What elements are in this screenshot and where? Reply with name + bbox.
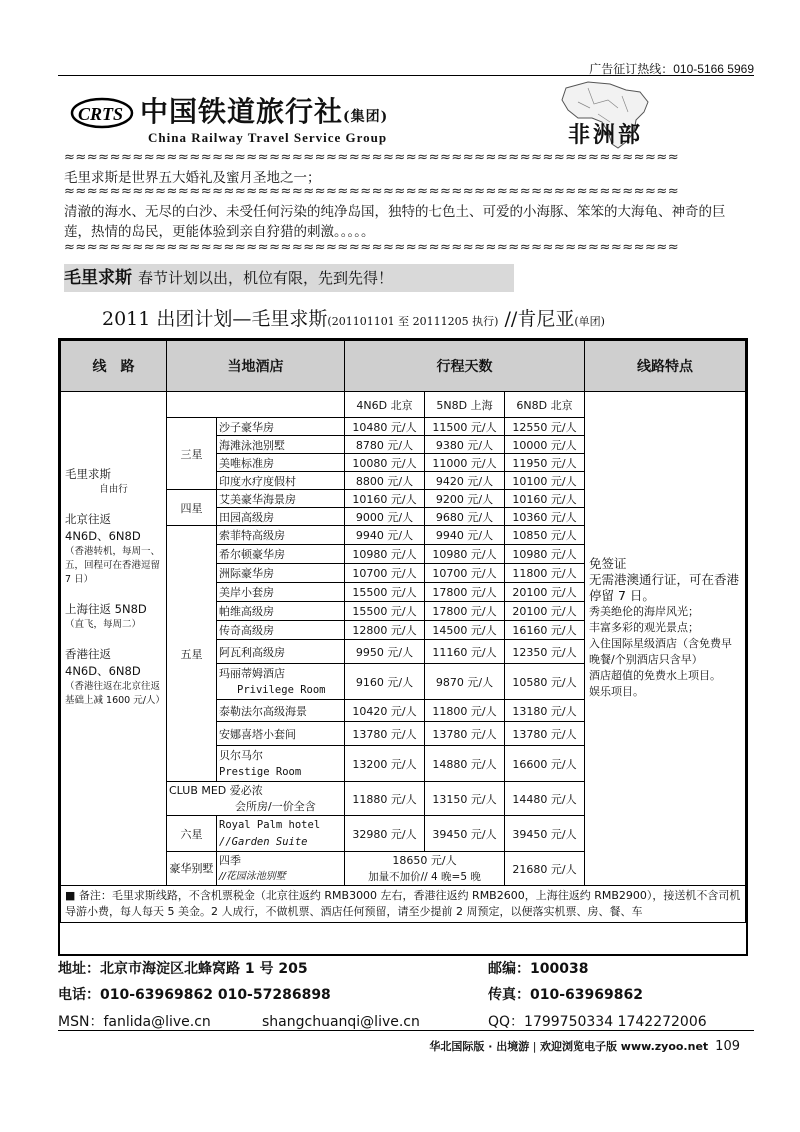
feature-cell: 免签证 无需港澳通行证，可在香港停留 7 日。 秀美绝伦的海岸风光； 丰富多彩的观光景点； 入住国际星级酒店（含免费早晚餐/个别酒店只含早） 酒店超值的免费水上项目。 娱乐项目。 [585,392,746,886]
contact-address: 地址：北京市海淀区北蜂窝路 1 号 205 邮编：100038 [58,961,589,977]
table-row: 六星 Royal Palm hotel //Garden Suite 32980 元/人 39450 元/人 39450 元/人 [61,816,746,852]
table-row: CLUB MED 爱必浓 会所房/一价全含 11880 元/人 13150 元/人 14480 元/人 [61,782,746,816]
table-row: 海滩泳池别墅 8780 元/人 9380 元/人 10000 元/人 [61,436,746,454]
star-group: 六星 [167,816,217,852]
page-title: 2011 出团计划—毛里求斯(201101101 至 20111205 执行) //肯尼亚(单团) [102,308,605,330]
header-feature: 线路特点 [585,341,746,392]
table-row: 玛丽蒂姆酒店 Privilege Room 9160 元/人 9870 元/人 10580 元/人 [61,664,746,700]
table-row: 阿瓦利高级房 9950 元/人 11160 元/人 12350 元/人 [61,640,746,664]
contact-msn: MSN：fanlida@live.cn shangchuanqi@live.cn QQ：1799750334 1742272006 [58,1014,707,1030]
bottom-divider [58,1030,754,1031]
intro-line: 毛里求斯是世界五大婚礼及蜜月圣地之一； [64,170,321,186]
logo-chinese: 中国铁道旅行社(集团) [140,95,389,128]
slogan-banner: 毛里求斯 春节计划以出，机位有限，先到先得！ [64,264,514,292]
table-row: 传奇高级房 12800 元/人 14500 元/人 16160 元/人 [61,621,746,640]
star-group: 豪华别墅 [167,852,217,886]
table-row: 美唯标准房 10080 元/人 11000 元/人 11950 元/人 [61,454,746,472]
table-row: 豪华别墅 四季 //花园泳池别墅 18650 元/人 加量不加价// 4 晚=5 晚 21680 元/人 [61,852,746,886]
days-col: 5N8D 上海 [425,392,505,418]
ad-hotline: 广告征订热线：010-5166 5969 [589,62,754,76]
header-hotel: 当地酒店 [167,341,345,392]
star-group: 三星 [167,418,217,490]
crts-logo-icon [70,95,134,131]
table-row: 泰勒法尔高级海景 10420 元/人 11800 元/人 13180 元/人 [61,700,746,722]
table-row: 贝尔马尔 Prestige Room 13200 元/人 14880 元/人 16600 元/人 [61,746,746,782]
table-row: 安娜喜塔小套间 13780 元/人 13780 元/人 13780 元/人 [61,722,746,746]
wave-divider: ≈≈≈≈≈≈≈≈≈≈≈≈≈≈≈≈≈≈≈≈≈≈≈≈≈≈≈≈≈≈≈≈≈≈≈≈≈≈≈≈≈≈≈≈≈≈≈≈≈≈≈≈≈≈ [64,184,680,199]
table-note: ■ 备注：毛里求斯线路，不含机票税金（北京往返约 RMB3000 左右，香港往返约 RMB2600，上海往返约 RMB2900），接送机不含司机导游小费，每人每天 5 美金。2 人成行，不做机票、酒店任何预留，请至少提前 2 周预定，以便落实机票、房、餐、车 [61,886,746,923]
table-row: 五星 索菲特高级房 9940 元/人 9940 元/人 10850 元/人 [61,526,746,545]
wave-divider: ≈≈≈≈≈≈≈≈≈≈≈≈≈≈≈≈≈≈≈≈≈≈≈≈≈≈≈≈≈≈≈≈≈≈≈≈≈≈≈≈≈≈≈≈≈≈≈≈≈≈≈≈≈≈ [64,240,680,255]
logo-english: China Railway Travel Service Group [148,130,388,145]
table-row: 洲际豪华房 10700 元/人 10700 元/人 11800 元/人 [61,564,746,583]
header-days: 行程天数 [345,341,585,392]
table-row: 田园高级房 9000 元/人 9680 元/人 10360 元/人 [61,508,746,526]
table-row: 希尔顿豪华房 10980 元/人 10980 元/人 10980 元/人 [61,545,746,564]
star-group: 四星 [167,490,217,526]
svg-text:CRTS: CRTS [78,104,124,124]
price-table [58,338,748,956]
wave-divider: ≈≈≈≈≈≈≈≈≈≈≈≈≈≈≈≈≈≈≈≈≈≈≈≈≈≈≈≈≈≈≈≈≈≈≈≈≈≈≈≈≈≈≈≈≈≈≈≈≈≈≈≈≈≈ [64,150,680,165]
page-footer: 华北国际版 · 出境游 | 欢迎浏览电子版 www.zyoo.net 109 [429,1039,740,1054]
table-row: 三星 沙子豪华房 10480 元/人 11500 元/人 12550 元/人 [61,418,746,436]
top-divider [58,75,754,76]
department-label: 非洲部 [568,122,644,148]
star-group: 五星 [167,526,217,782]
table-row: 印度水疗度假村 8800 元/人 9420 元/人 10100 元/人 [61,472,746,490]
route-cell: 毛里求斯 自由行 北京往返 4N6D、6N8D （香港转机，每周一、五，回程可在香港逗留 7 日） 上海往返 5N8D （直飞，每周二） 香港往返 4N6D、6N8D （香港往返在北京往返基础上减 1600 元/人） [61,392,167,886]
days-col: 6N8D 北京 [505,392,585,418]
contact-phone: 电话：010-63969862 010-57286898 传真：010-63969862 [58,987,643,1003]
table-row: 美岸小套房 15500 元/人 17800 元/人 20100 元/人 [61,583,746,602]
table-row: 帕维高级房 15500 元/人 17800 元/人 20100 元/人 [61,602,746,621]
table-row: 四星 艾美豪华海景房 10160 元/人 9200 元/人 10160 元/人 [61,490,746,508]
days-col: 4N6D 北京 [345,392,425,418]
intro-paragraph: 清澈的海水、无尽的白沙、未受任何污染的纯净岛国，独特的七色土、可爱的小海豚、笨笨的大海龟、神奇的巨莲，热情的岛民，更能体验到亲自狩猎的刺激。。。。。 [64,204,726,240]
header-route: 线 路 [61,341,167,392]
